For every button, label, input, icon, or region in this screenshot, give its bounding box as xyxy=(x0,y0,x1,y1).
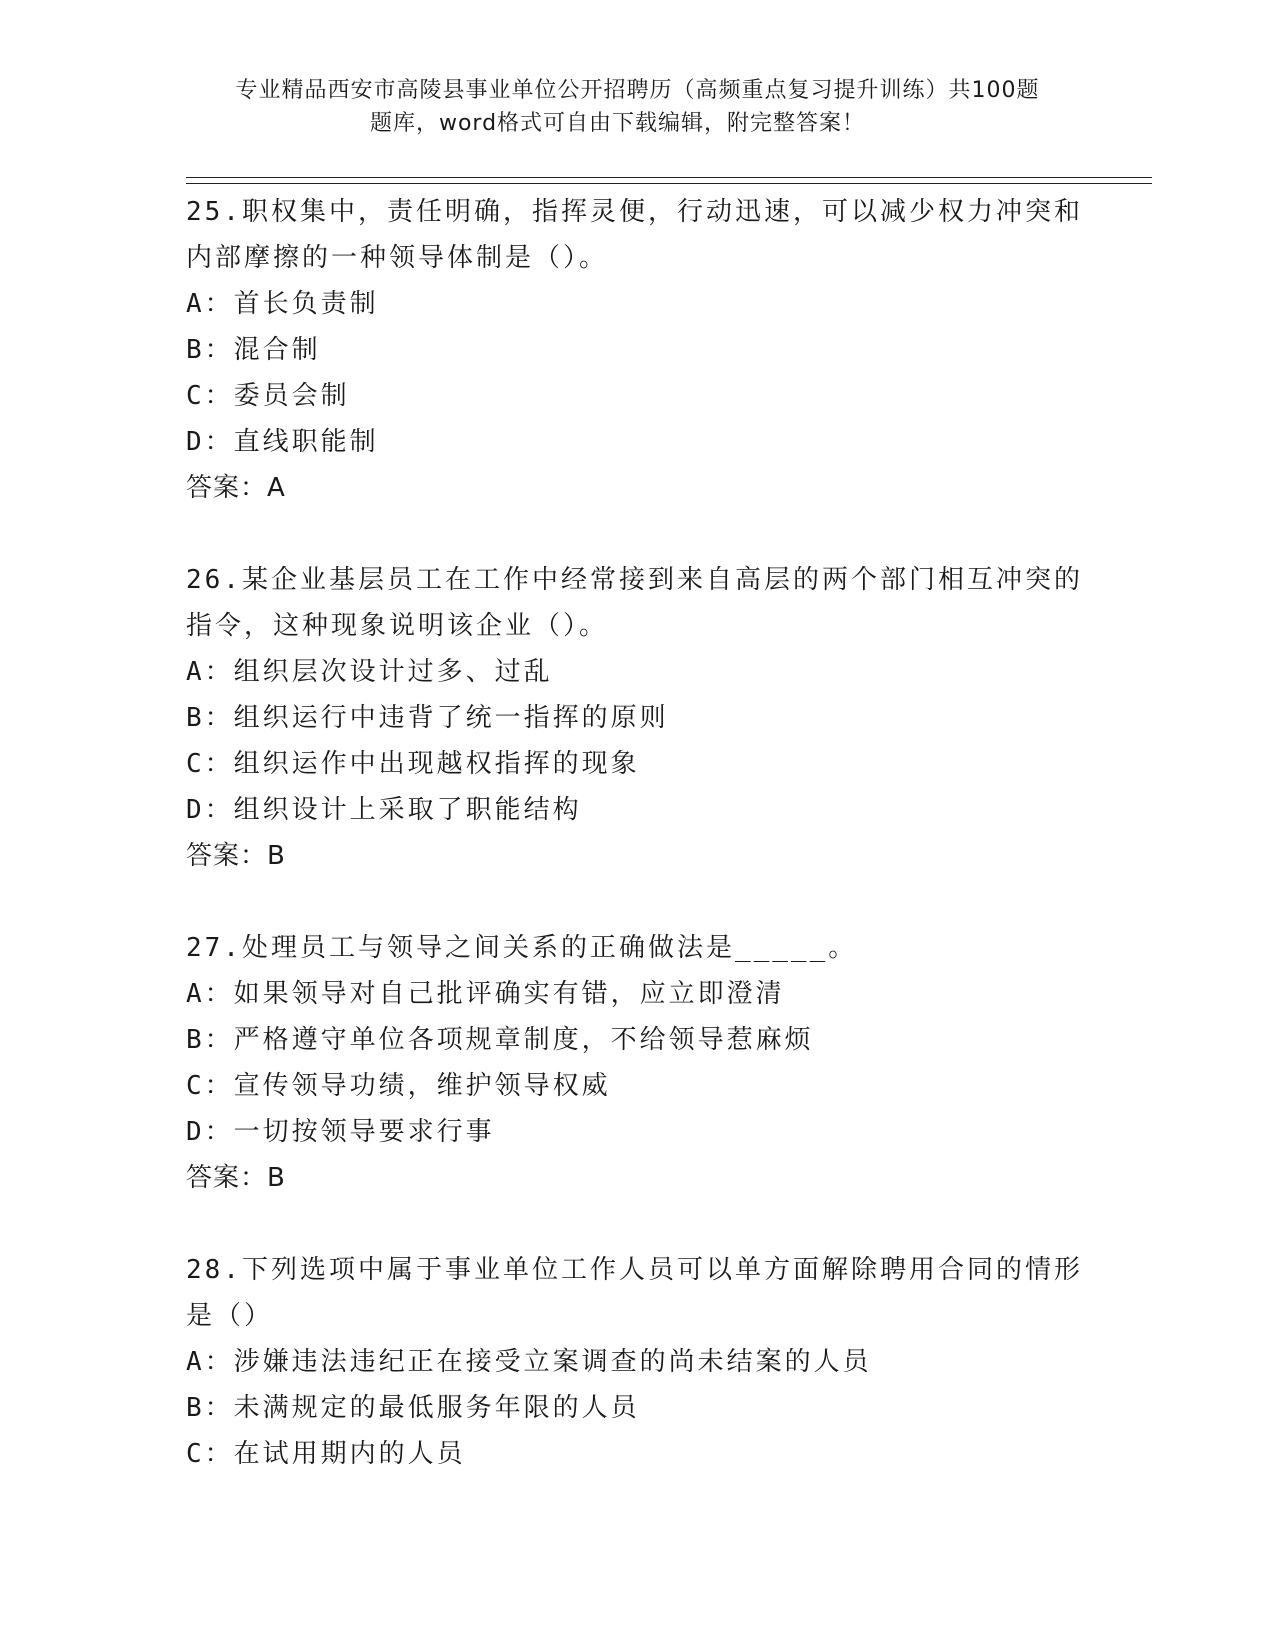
option-b: B：混合制 xyxy=(186,335,321,365)
question-text: 28.下列选项中属于事业单位工作人员可以单方面解除聘用合同的情形是（） xyxy=(186,1255,1083,1331)
option-a: A：组织层次设计过多、过乱 xyxy=(186,657,553,687)
option-c: C：委员会制 xyxy=(186,381,350,411)
option-d: D：组织设计上采取了职能结构 xyxy=(186,795,582,825)
question-list xyxy=(186,189,1086,1523)
option-d: D：直线职能制 xyxy=(186,427,379,457)
option-c: C：宣传领导功绩，维护领导权威 xyxy=(186,1071,611,1101)
question-text: 25.职权集中，责任明确，指挥灵便，行动迅速，可以减少权力冲突和内部摩擦的一种领导体制是（）。 xyxy=(186,197,1083,273)
answer-label: 答案：B xyxy=(186,841,286,871)
option-d: D：一切按领导要求行事 xyxy=(186,1117,495,1147)
question-28 xyxy=(186,1247,1086,1477)
answer-label: 答案：B xyxy=(186,1163,286,1193)
document-header xyxy=(0,74,1275,140)
option-a: A：首长负责制 xyxy=(186,289,379,319)
question-25 xyxy=(186,189,1086,511)
header-divider-top xyxy=(186,177,1152,178)
option-b: B：组织运行中违背了统一指挥的原则 xyxy=(186,703,669,733)
header-title-line-2: 题库，word格式可自由下载编辑，附完整答案！ xyxy=(369,111,866,136)
header-title-line-1: 专业精品西安市高陵县事业单位公开招聘历（高频重点复习提升训练）共100题 xyxy=(235,78,1040,103)
header-divider-bottom xyxy=(186,183,1152,184)
question-text: 26.某企业基层员工在工作中经常接到来自高层的两个部门相互冲突的指令，这种现象说明该企业（）。 xyxy=(186,565,1083,641)
question-26 xyxy=(186,557,1086,879)
option-b: B：未满规定的最低服务年限的人员 xyxy=(186,1393,640,1423)
option-a: A：如果领导对自己批评确实有错，应立即澄清 xyxy=(186,979,785,1009)
answer-label: 答案：A xyxy=(186,473,286,503)
option-c: C：组织运作中出现越权指挥的现象 xyxy=(186,749,640,779)
option-b: B：严格遵守单位各项规章制度，不给领导惹麻烦 xyxy=(186,1025,814,1055)
option-a: A：涉嫌违法违纪正在接受立案调查的尚未结案的人员 xyxy=(186,1347,872,1377)
option-c: C：在试用期内的人员 xyxy=(186,1439,466,1469)
question-text: 27.处理员工与领导之间关系的正确做法是_____。 xyxy=(186,933,858,963)
question-27 xyxy=(186,925,1086,1201)
